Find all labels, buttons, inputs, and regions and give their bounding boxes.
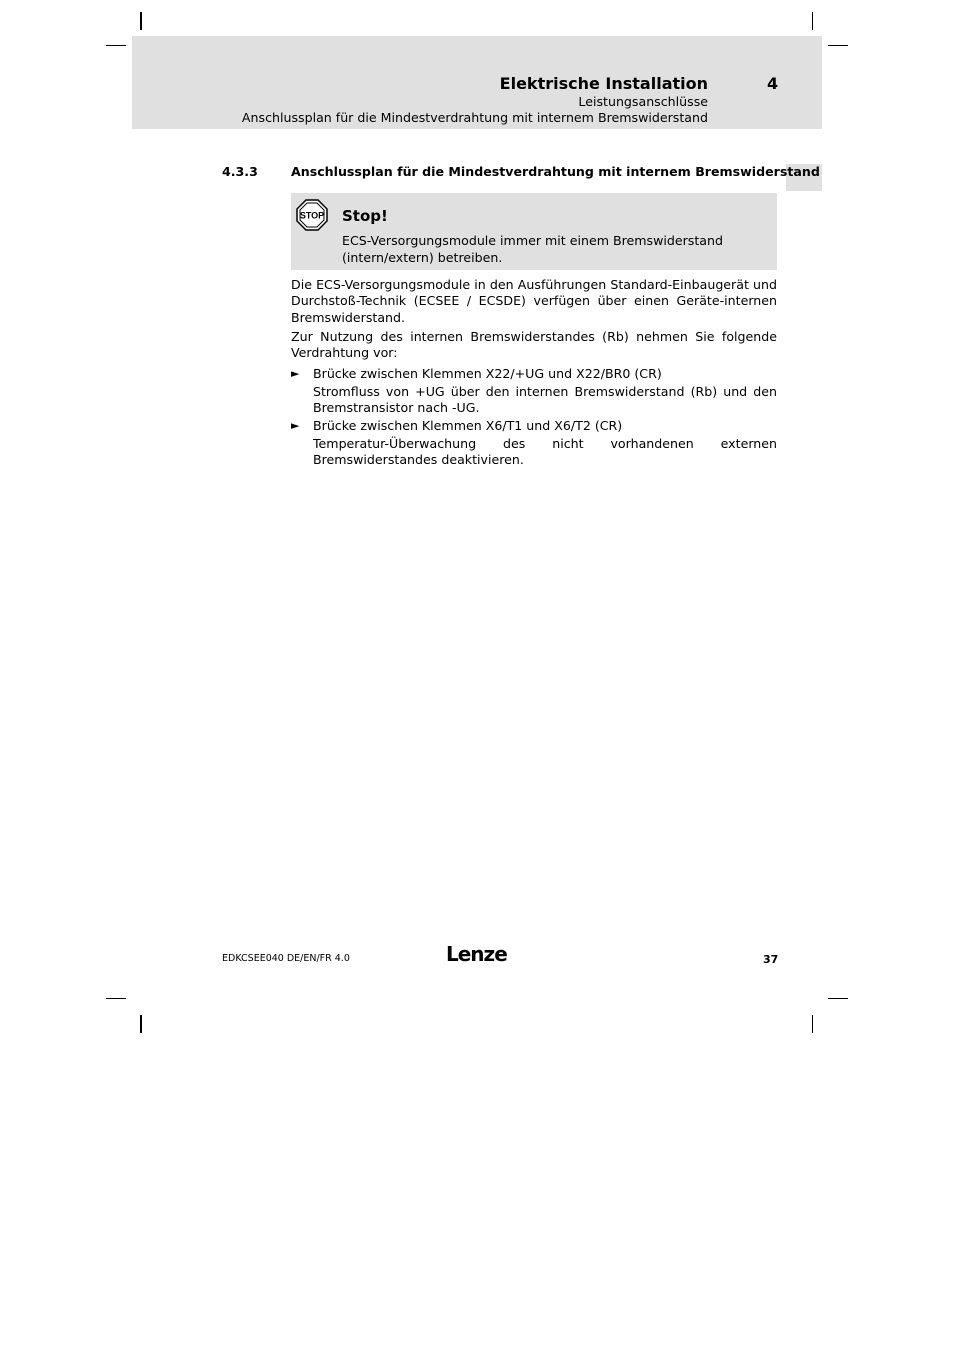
stop-text-line: ECS-Versorgungsmodule immer mit einem Bremswiderstand (342, 233, 723, 248)
lenze-logo: Lenze (446, 942, 507, 966)
crop-mark (140, 1015, 142, 1033)
bullet-heading: Brücke zwischen Klemmen X6/T1 und X6/T2 (CR) (313, 418, 623, 433)
bullet-marker: ► (291, 367, 300, 380)
header-title: Elektrische Installation (499, 74, 708, 93)
page-number: 37 (763, 953, 779, 966)
stop-icon-label: STOP (299, 210, 325, 221)
crop-mark (812, 1015, 813, 1033)
crop-mark (106, 45, 126, 46)
header-subtitle-2: Anschlussplan für die Mindestverdrahtung mit internem Bremswiderstand (241, 110, 708, 125)
crop-mark (828, 998, 848, 999)
body-paragraph: Die ECS-Versorgungsmodule in den Ausführungen Standard-Einbaugerät und Durchstoß-Technik (ECSEE / ECSDE) verfügen über einen Geräte-internen Bremswiderstand. (291, 277, 777, 325)
stop-text (342, 233, 762, 266)
document-code: EDKCSEE040 DE/EN/FR 4.0 (222, 953, 350, 964)
body-paragraph: Zur Nutzung des internen Bremswiderstandes (Rb) nehmen Sie folgende Verdrahtung vor: (291, 329, 777, 361)
section-number: 4.3.3 (222, 164, 258, 179)
crop-mark (106, 998, 126, 999)
header-subtitle: Leistungsanschlüsse (578, 94, 708, 109)
section-title: Anschlussplan für die Mindestverdrahtung mit internem Bremswiderstand (291, 164, 820, 179)
crop-mark (140, 12, 142, 30)
chapter-number: 4 (767, 74, 779, 93)
bullet-marker: ► (291, 419, 300, 432)
stop-title: Stop! (342, 207, 388, 225)
stop-text-line: (intern/extern) betreiben. (342, 249, 503, 265)
bullet-heading: Brücke zwischen Klemmen X22/+UG und X22/BR0 (CR) (313, 366, 662, 381)
crop-mark (828, 45, 848, 46)
bullet-description: Temperatur-Überwachung des nicht vorhandenen externen Bremswiderstandes deaktivieren. (313, 436, 777, 468)
crop-mark (812, 12, 813, 30)
stop-icon (296, 199, 328, 231)
bullet-description: Stromfluss von +UG über den internen Bremswiderstand (Rb) und den Bremstransistor nach -UG. (313, 384, 777, 416)
